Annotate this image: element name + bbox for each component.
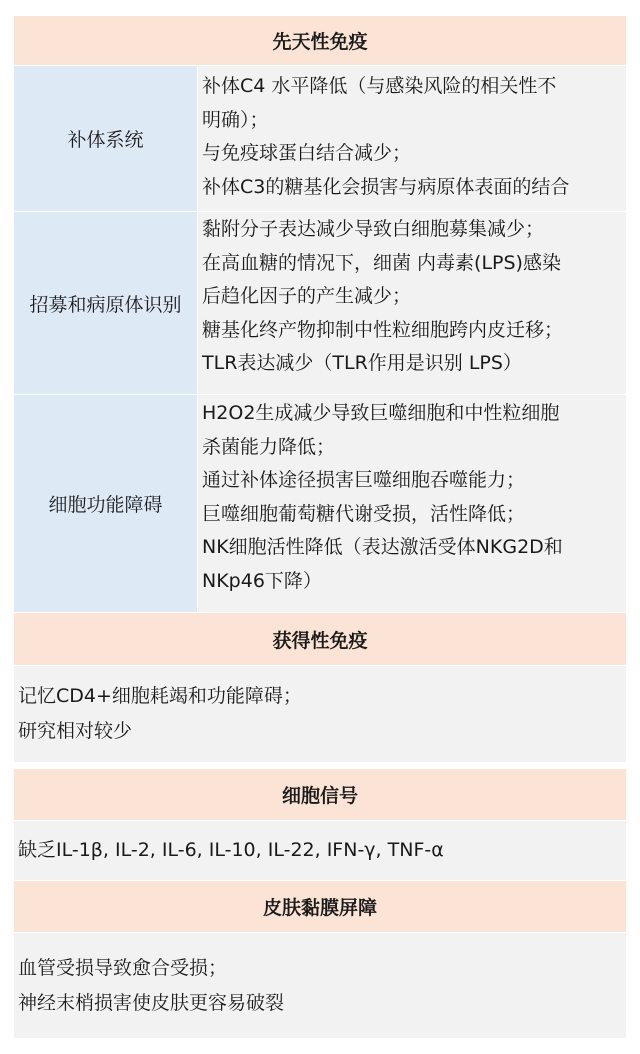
content-line: 研究相对较少 [18,720,133,742]
content-line: NKp46下降） [202,569,322,592]
content-line: 后趋化因子的产生减少； [202,285,412,307]
row-label-complement: 补体系统 [14,66,198,211]
content-line: 缺乏IL-1β, IL-2, IL-6, IL-10, IL-22, IFN-γ, TNF-α [18,839,444,861]
content-line: H2O2生成减少导致巨噬细胞和中性粒细胞 [202,402,560,424]
table-row-complement [14,66,626,212]
content-line: NK细胞活性降低（表达激活受体NKG2D和 [202,536,563,558]
section-content-acquired [14,666,626,763]
content-line: 补体C3的糖基化会损害与病原体表面的结合 [202,175,570,198]
content-line: 明确）； [202,108,269,131]
row-label-cell-dysfunction: 细胞功能障碍 [14,395,198,612]
section-content-signaling [14,821,626,881]
table-row-cell-dysfunction [14,395,626,613]
section-header-barrier: 皮肤黏膜屏障 [14,881,626,933]
content-line: 与免疫球蛋白结合减少； [202,142,412,164]
section-header-acquired: 获得性免疫 [14,613,626,666]
content-line: 补体C4 水平降低（与感染风险的相关性不 [202,75,557,97]
section-content-barrier [14,933,626,1039]
section-header-signaling: 细胞信号 [14,769,626,821]
content-line: 黏附分子表达减少导致白细胞募集减少； [202,218,545,240]
content-line: 巨噬细胞葡萄糖代谢受损，活性降低； [202,502,526,525]
table-row-recruitment [14,212,626,395]
row-label-recruitment: 招募和病原体识别 [14,212,198,394]
section-header-innate: 先天性免疫 [14,16,626,66]
row-content-complement [198,66,626,211]
immunity-table [14,16,626,1039]
content-line: 记忆CD4+细胞耗竭和功能障碍； [18,685,302,707]
content-line: 在高血糖的情况下，细菌 内毒素(LPS)感染 [202,251,561,274]
row-content-cell-dysfunction [198,395,626,612]
content-line: 杀菌能力降低； [202,435,336,458]
content-line: 通过补体途径损害巨噬细胞吞噬能力； [202,469,526,491]
content-line: 糖基化终产物抑制中性粒细胞跨内皮迁移； [202,318,564,341]
content-line: TLR表达减少（TLR作用是识别 LPS） [202,352,522,374]
row-content-recruitment [198,212,626,394]
content-line: 神经末梢损害使皮肤更容易破裂 [18,991,285,1014]
content-line: 血管受损导致愈合受损； [18,956,228,979]
